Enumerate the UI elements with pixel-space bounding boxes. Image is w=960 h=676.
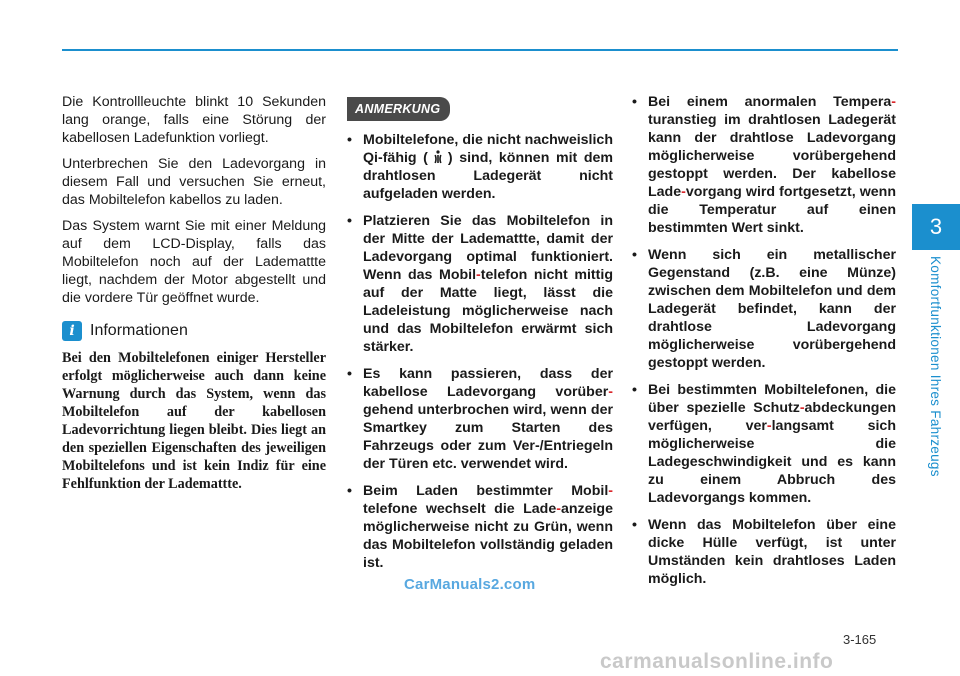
watermark-site[interactable]: carmanualsonline.info: [600, 650, 834, 673]
note-list: [347, 131, 613, 572]
note-item-text: Wenn sich ein metallischer Gegenstand (z.B. eine Münze) zwischen dem Mobiltelefon und dem Ladegerät befindet, kann der drahtlose Ladevorgang möglicherweise vorübergehend gestoppt werden.: [648, 247, 896, 371]
note-item-text: Platzieren Sie das Mobiltelefon in der Mitte der Lademattte, damit der Ladevorgang optimal funktioniert. Wenn das Mobil: [363, 213, 613, 283]
note-item-text: abdeckungen verfügen, ver: [648, 400, 896, 434]
note-item-text: Bei einem anormalen Tempera: [648, 94, 892, 110]
column-right: [632, 93, 896, 597]
paragraph-1: Die Kontrollleuchte blinkt 10 Sekunden lang orange, falls eine Störung der kabellosen Ladefunktion vorliegt.: [62, 94, 326, 146]
chapter-title-text: Komfortfunktionen Ihres Fahrzeugs: [928, 256, 943, 477]
page-number: 3-165: [843, 632, 877, 647]
hyphen-mark: -: [608, 384, 613, 400]
note-item-text: Es kann passieren, dass der kabellose Ladevorgang vorüber: [363, 366, 613, 400]
note-item-text: gehend unterbrochen wird, wenn der Smartkey zum Starten des Fahrzeugs oder zum Ver-/Entriegeln der Türen etc. verwendet wird.: [363, 402, 613, 472]
column-middle: [347, 97, 613, 581]
hyphen-mark: -: [476, 267, 481, 283]
note-item-temperature: [632, 93, 896, 237]
note-item-text: Bei bestimmten Mobiltelefonen, die über spezielle Schutz: [648, 382, 896, 416]
paragraph-2: Unterbrechen Sie den Ladevorgang in diesem Fall und versuchen Sie erneut, das Mobiltelefon kabellos zu laden.: [62, 156, 326, 208]
note-item-text: turanstieg im drahtlosen Ladegerät kann der drahtlose Ladevorgang möglicherweise vorübergehend gestoppt werden. Der kabellose Lade: [648, 112, 896, 200]
chapter-number-tab: 3: [912, 204, 960, 250]
hyphen-mark: -: [556, 501, 561, 517]
note-item-text: vorgang wird fortgesetzt, wenn die Temperatur auf einen bestimmten Wert sinkt.: [648, 184, 896, 236]
note-item-qi: [347, 131, 613, 203]
paragraph-3: Das System warnt Sie mit einer Meldung auf dem LCD-Display, falls das Mobiltelefon noch auf der Lademattte liegt, nachdem der Motor abgestellt und die vordere Tür geöffnet wurde.: [62, 218, 326, 306]
info-icon: i: [62, 321, 82, 341]
note-item-cover: [632, 381, 896, 507]
info-header: [62, 321, 326, 341]
chapter-side-title: [914, 256, 958, 496]
note-list-continued: [632, 93, 896, 588]
note-badge: ANMERKUNG: [347, 97, 450, 121]
note-item-smartkey: [347, 365, 613, 473]
note-item-center: [347, 212, 613, 356]
note-item-case: [632, 516, 896, 588]
note-item-text: Mobiltelefone, die nicht nachweislich Qi-fähig (: [363, 132, 613, 166]
note-item-text: anzeige möglicherweise nicht zu Grün, wenn das Mobiltelefon vollständig geladen ist.: [363, 501, 613, 571]
hyphen-mark: -: [681, 184, 686, 200]
info-title: Informationen: [90, 322, 188, 339]
hyphen-mark: -: [799, 400, 805, 416]
hyphen-mark: -: [608, 483, 613, 499]
hyphen-mark: -: [891, 94, 896, 110]
note-item-indicator: [347, 482, 613, 572]
note-item-text: telefon nicht mittig auf der Matte liegt, lässt die Ladeleistung möglicherweise nach und das Mobiltelefon erwärmt sich stärker.: [363, 267, 613, 355]
note-item-text: telefone wechselt die Lade: [363, 501, 557, 517]
note-item-text: Beim Laden bestimmter Mobil: [363, 483, 609, 499]
note-item-text: langsamt sich möglicherweise die Ladegeschwindigkeit und es kann zu einem Abbruch des Ladevorgangs kommen.: [648, 418, 896, 506]
note-item-metal: [632, 246, 896, 372]
note-item-text: ) sind, können mit dem drahtlosen Ladegerät nicht aufgeladen werden.: [363, 150, 613, 202]
qi-wireless-icon: [430, 149, 446, 165]
info-text: Bei den Mobiltelefonen einiger Hersteller erfolgt möglicherweise auch dann keine Warnung durch das System, wenn das Mobiltelefon auf der kabellosen Ladevorrichtung liegen bleibt. Dies liegt an den speziellen Eigenschaften des jeweiligen Mobiltelefons und ist kein Indiz für eine Fehlfunktion der Lademattte.: [62, 350, 326, 492]
watermark-carmanuals[interactable]: CarManuals2.com: [404, 576, 536, 593]
header-rule: [62, 49, 898, 51]
column-left: [62, 93, 326, 493]
hyphen-mark: -: [766, 418, 772, 434]
note-item-text: Wenn das Mobiltelefon über eine dicke Hülle verfügt, ist unter Umständen kein drahtloses Laden möglich.: [648, 517, 896, 587]
